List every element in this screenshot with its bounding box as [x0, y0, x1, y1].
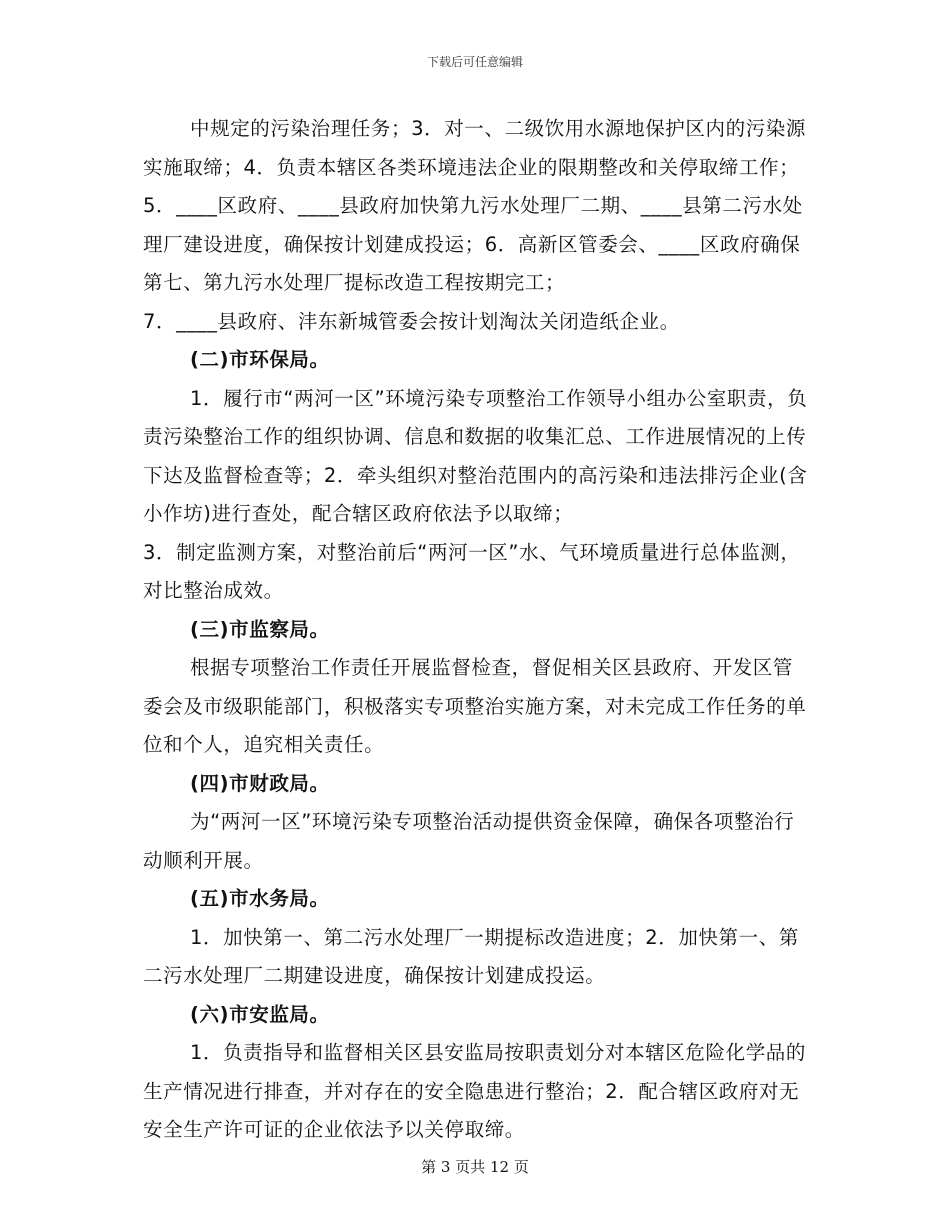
paragraph-2-cont: 3．制定监测方案，对整治前后“两河一区”水、气环境质量进行总体监测，对比整治成效。	[143, 540, 801, 602]
section-heading-3: (三)市监察局。	[190, 617, 330, 641]
section-heading-2: (二)市环保局。	[190, 348, 330, 371]
section-heading-4: (四)市财政局。	[190, 771, 330, 795]
paragraph-6: 1．负责指导和监督相关区县安监局按职责划分对本辖区危险化学品的生产情况进行排查，并对存在的安全隐患进行整治；2．配合辖区政府对无安全生产许可证的企业依法予以关停取缔。	[143, 1041, 807, 1141]
document-body	[143, 110, 813, 1150]
paragraph-5: 1．加快第一、第二污水处理厂一期提标改造进度；2．加快第一、第二污水处理厂二期建设进度，确保按计划建成投运。	[143, 925, 799, 987]
paragraph-1-cont: 7．____县政府、沣东新城管委会按计划淘汰关闭造纸企业。	[143, 309, 680, 333]
paragraph-3: 根据专项整治工作责任开展监督检查，督促相关区县政府、开发区管委会及市级职能部门，积极落实专项整治实施方案，对未完成工作任务的单位和个人，追究相关责任。	[143, 656, 807, 756]
section-heading-5: (五)市水务局。	[190, 887, 330, 910]
paragraph-2: 1．履行市“两河一区”环境污染专项整治工作领导小组办公室职责，负责污染整治工作的组织协调、信息和数据的收集汇总、工作进展情况的上传下达及监督检查等；2．牵头组织对整治范围内的高污染和违法排污企业(含小作坊)进行查处，配合辖区政府依法予以取缔；	[143, 386, 808, 525]
header-note: 下载后可任意编辑	[426, 55, 523, 69]
paragraph-4: 为“两河一区”环境污染专项整治活动提供资金保障，确保各项整治行动顺利开展。	[143, 810, 795, 872]
page-number: 第 3 页共 12 页	[421, 1158, 529, 1176]
paragraph-1: 中规定的污染治理任务；3．对一、二级饮用水源地保护区内的污染源实施取缔；4．负责本辖区各类环境违法企业的限期整改和关停取缔工作；5．____区政府、____县政府加快第九污水处理厂二期、____县第二污水处理厂建设进度，确保按计划建成投运；6．高新区管委会、____区政府确保第七、第九污水处理厂提标改造工程按期完工；	[143, 117, 807, 294]
section-heading-6: (六)市安监局。	[190, 1002, 330, 1026]
